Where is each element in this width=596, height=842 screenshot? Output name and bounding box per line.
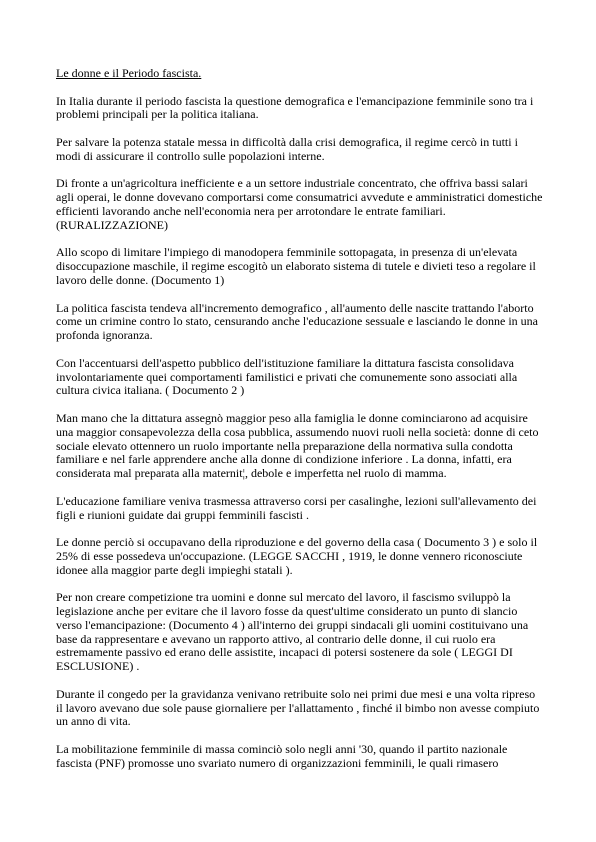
paragraph: Man mano che la dittatura assegnò maggior peso alla famiglia le donne cominciarono ad acquisire una maggior consapevolezza della cosa pubblica, assumendo nuovi ruoli nella società: donne di ceto sociale elevato ottennero un ruolo importante nella preparazione della normativa sulla condotta familiare e nel farle apprendere anche alla donne di condizione inferiore . La donna, infatti, era considerata mal preparata alla maternit¦, debole e imperfetta nel ruolo di mamma.	[56, 410, 539, 481]
paragraph: Di fronte a un'agricoltura inefficiente e a un settore industriale concentrato, che offriva bassi salari agli operai, le donne dovevano comportarsi come consumatrici avvedute e amministratici domestiche efficienti lavorando anche nell'economia nera per arrotondare le entrate familiari.(RURALIZZAZIONE)	[56, 176, 543, 232]
paragraph: Per non creare competizione tra uomini e donne sul mercato del lavoro, il fascismo sviluppò la legislazione anche per evitare che il lavoro fosse da quest'ultime considerato un punto di slancio verso l'emancipazione: (Documento 4 ) all'interno dei gruppi sindacali gli uomini costituivano una base da rappresentare e avevano un rapporto attivo, al contrario delle donne, il cui ruolo era estremamente passivo ed erano delle assistite, incapaci di potersi sostenere da sole ( LEGGI DI ESCLUSIONE) .	[56, 590, 529, 674]
document-title: Le donne e il Periodo fascista.	[56, 66, 202, 80]
paragraph: In Italia durante il periodo fascista la questione demografica e l'emancipazione femminile sono tra i problemi principali per la politica italiana.	[56, 93, 534, 122]
paragraph: La mobilitazione femminile di massa cominciò solo negli anni '30, quando il partito nazionale fascista (PNF) promosse uno svariato numero di organizzazioni femminili, le quali rimasero	[56, 742, 508, 770]
document-page	[56, 67, 544, 784]
paragraph: Durante il congedo per la gravidanza venivano retribuite solo nei primi due mesi e una volta ripreso il lavoro avevano due sole pause giornaliere per l'allattamento , finché il bimbo non avesse compiuto un anno di vita.	[56, 686, 540, 729]
paragraph: Le donne perciò si occupavano della riproduzione e del governo della casa ( Documento 3 ) e solo il 25% di esse possedeva un'occupazione. (LEGGE SACCHI , 1919, le donne vennero riconosciute idonee alla maggior parte degli impieghi statali ).	[56, 535, 538, 577]
paragraph: L'educazione familiare veniva trasmessa attraverso corsi per casalinghe, lezioni sull'allevamento dei figli e riunioni guidate dai gruppi femminili fascisti .	[56, 493, 537, 522]
paragraph: La politica fascista tendeva all'incremento demografico , all'aumento delle nascite trattando l'aborto come un crimine contro lo stato, censurando anche l'educazione sessuale e lasciando le donne in una profonda ignoranza.	[56, 300, 538, 343]
paragraph: Allo scopo di limitare l'impiego di manodopera femminile sottopagata, in presenza di un'elevata disoccupazione maschile, il regime escogitò un elaborato sistema di tutele e divieti teso a regolare il lavoro delle donne. (Documento 1)	[56, 245, 536, 287]
paragraph: Con l'accentuarsi dell'aspetto pubblico dell'istituzione familiare la dittatura fascista consolidava involontariamente quei comportamenti familistici e privati che comunemente sono associati alla cultura civica italiana. ( Documento 2 )	[56, 355, 518, 398]
paragraph: Per salvare la potenza statale messa in difficoltà dalla crisi demografica, il regime cercò in tutti i modi di assicurare il controllo sulle popolazioni interne.	[56, 134, 518, 163]
